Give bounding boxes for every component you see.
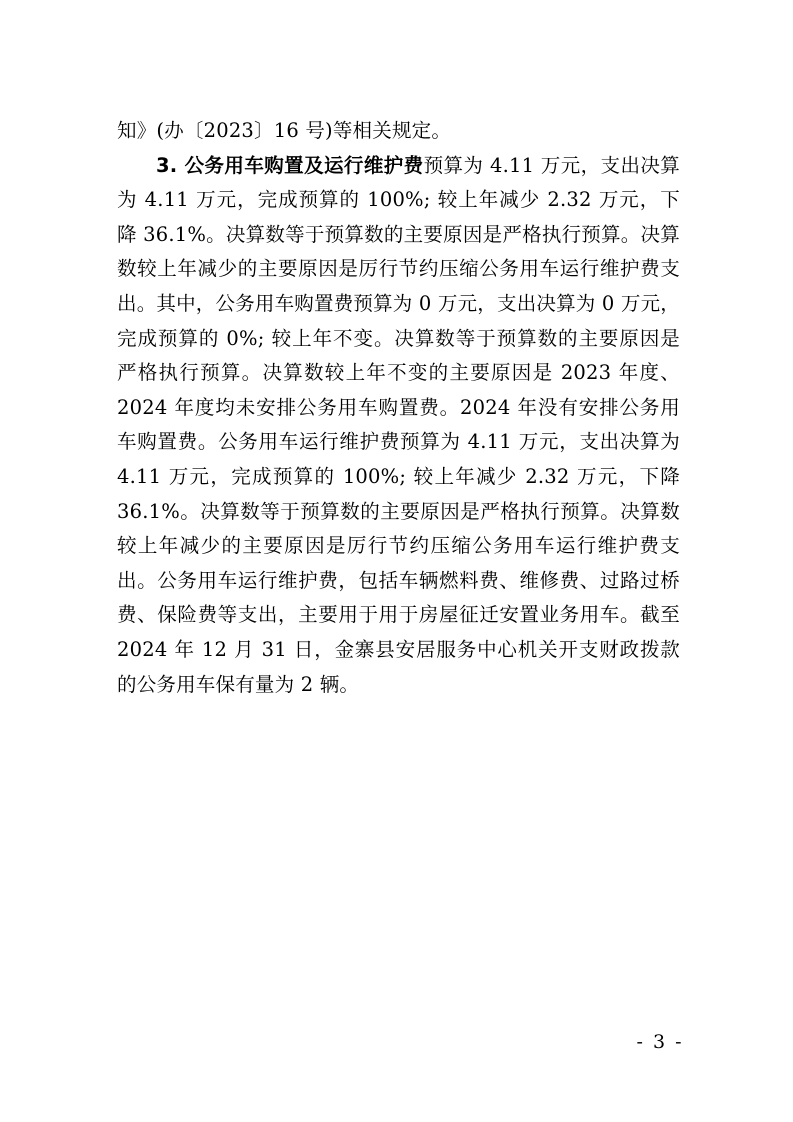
page-number: - 3 -	[636, 1031, 684, 1053]
paragraph-section-3	[117, 149, 680, 703]
section-3-body: 预算为 4.11 万元，支出决算为 4.11 万元，完成预算的 100%; 较上年减少 2.32 万元，下降 36.1%。决算数等于预算数的主要原因是严格执行预算。决算数较上年减少的主要原因是厉行节约压缩公务用车运行维护费支出。其中，公务用车购置费预算为 0 万元，支出决算为 0 万元，完成预算的 0%; 较上年不变。决算数等于预算数的主要原因是严格执行预算。决算数较上年不变的主要原因是 2023 年度、2024 年度均未安排公务用车购置费。2024 年没有安排公务用车购置费。公务用车运行维护费预算为 4.11 万元，支出决算为 4.11 万元，完成预算的 100%; 较上年减少 2.32 万元，下降 36.1%。决算数等于预算数的主要原因是严格执行预算。决算数较上年减少的主要原因是厉行节约压缩公务用车运行维护费支出。公务用车运行维护费，包括车辆燃料费、维修费、过路过桥费、保险费等支出，主要用于用于房屋征迁安置业务用车。截至 2024 年 12 月 31 日，金寨县安居服务中心机关开支财政拨款的公务用车保有量为 2 辆。	[117, 153, 681, 696]
document-body	[117, 114, 680, 702]
section-3-heading: 3. 公务用车购置及运行维护费	[156, 153, 424, 177]
paragraph-continuation: 知》(办〔2023〕16 号)等相关规定。	[117, 119, 452, 142]
